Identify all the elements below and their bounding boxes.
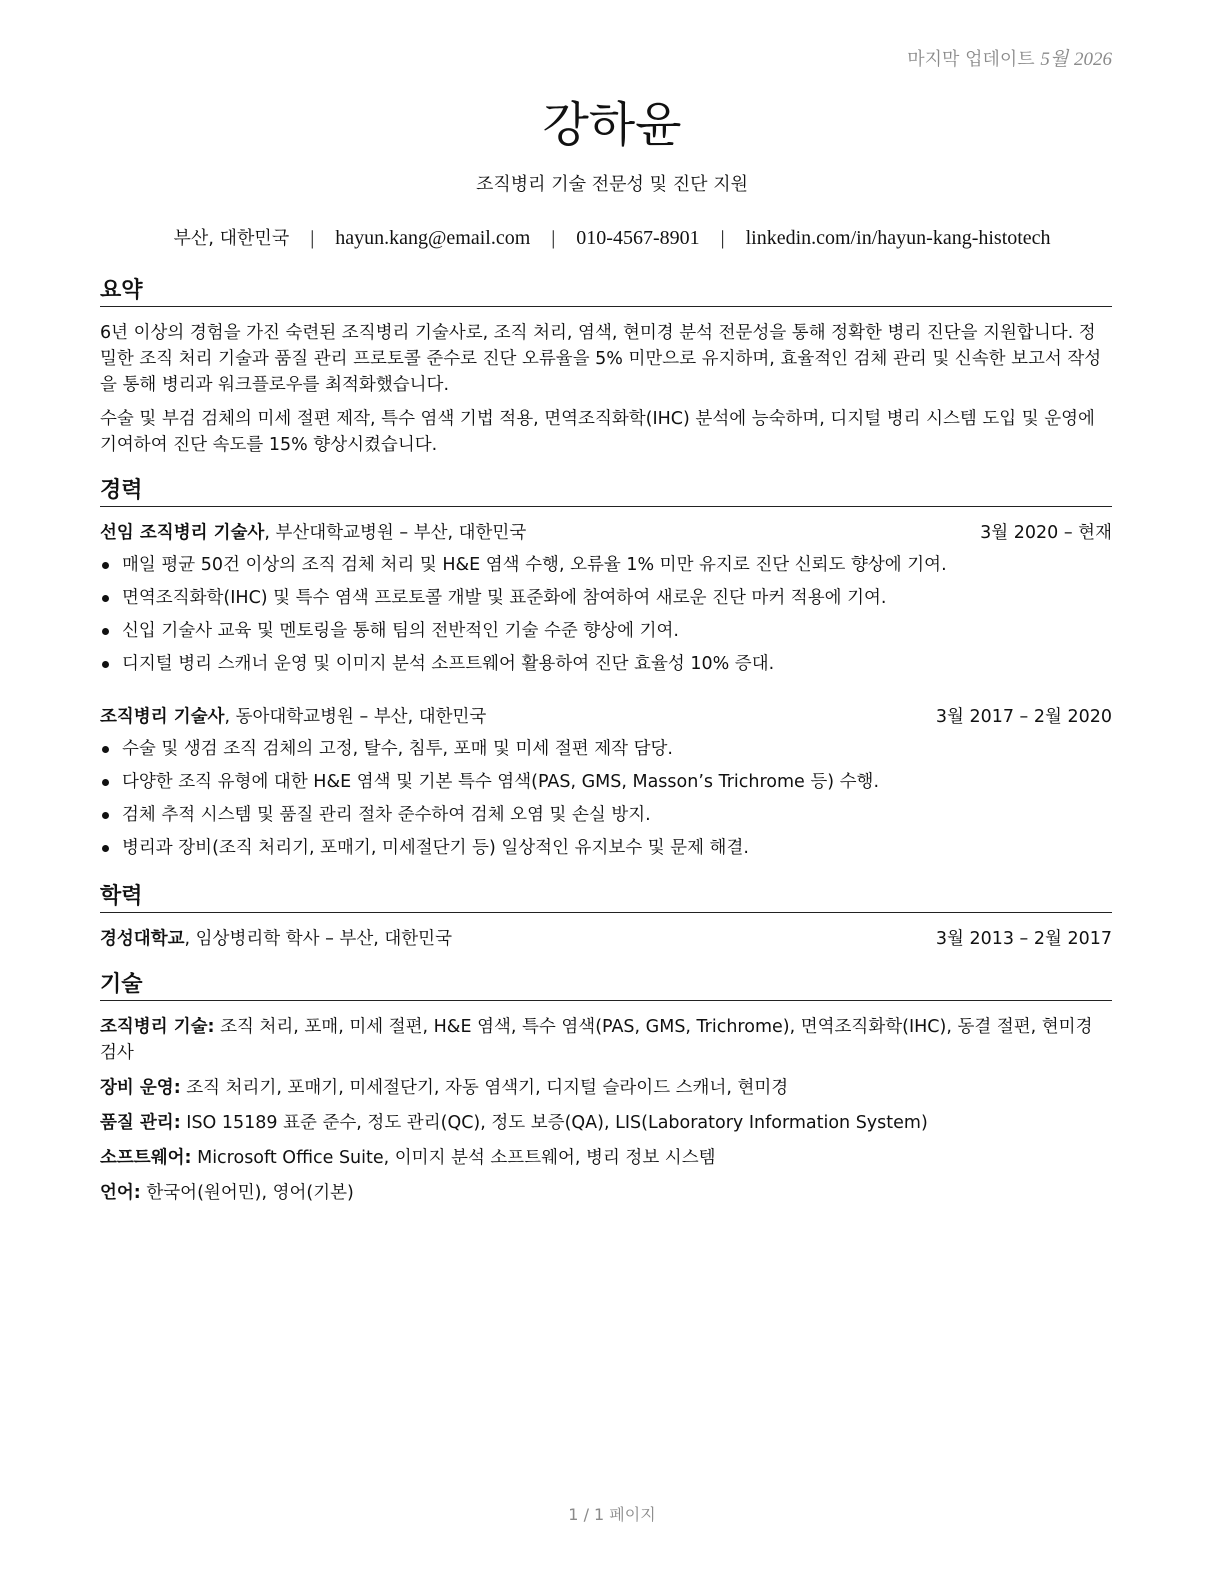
job-header — [100, 520, 1112, 550]
bullet-dot-icon — [102, 562, 109, 569]
skill-row — [100, 1145, 1112, 1171]
section-title-education: 학력 — [100, 884, 1112, 913]
section-title-experience: 경력 — [100, 478, 1112, 507]
summary-paragraph: 6년 이상의 경험을 가진 숙련된 조직병리 기술사로, 조직 처리, 염색, 현미경 분석 전문성을 통해 정확한 병리 진단을 지원합니다. 정밀한 조직 처리 기술과 품질 관리 프로토콜 준수로 진단 오류율을 5% 미만으로 유지하며, 효율적인 검체 관리 및 신속한 보고서 작성을 통해 병리과 워크플로우를 최적화했습니다. — [100, 323, 1102, 395]
bullet-text: 병리과 장비(조직 처리기, 포매기, 미세절단기 등) 일상적인 유지보수 및 문제 해결. — [122, 838, 749, 858]
skill-label: 장비 운영: — [100, 1078, 181, 1098]
job-dates: 3월 2017 – 2월 2020 — [935, 707, 1112, 727]
skill-value: 조직 처리, 포매, 미세 절편, H&E 염색, 특수 염색(PAS, GMS, Trichrome), 면역조직화학(IHC), 동결 절편, 현미경 검사 — [100, 1017, 1093, 1063]
bullet-item — [100, 800, 1112, 833]
bullet-item — [100, 734, 1112, 767]
last-updated-year: 2026 — [1074, 49, 1112, 70]
contact-linkedin-link[interactable]: linkedin.com/in/hayun-kang-histotech — [745, 227, 1051, 249]
bullet-text: 다양한 조직 유형에 대한 H&E 염색 및 기본 특수 염색(PAS, GMS, Masson’s Trichrome 등) 수행. — [122, 772, 880, 792]
education-header — [100, 926, 1112, 956]
job-entry — [100, 704, 1112, 866]
bullet-dot-icon — [102, 845, 109, 852]
skill-label: 조직병리 기술: — [100, 1017, 215, 1037]
job-header — [100, 704, 1112, 734]
bullet-text: 디지털 병리 스캐너 운영 및 이미지 분석 소프트웨어 활용하여 진단 효율성 10% 증대. — [122, 654, 775, 674]
job-dates: 3월 2020 – 현재 — [980, 523, 1112, 543]
bullet-dot-icon — [102, 661, 109, 668]
education-entry — [100, 926, 1112, 956]
bullet-text: 신입 기술사 교육 및 멘토링을 통해 팀의 전반적인 기술 수준 향상에 기여. — [122, 621, 679, 641]
contact-separator: | — [551, 227, 556, 249]
resume-tagline: 조직병리 기술 전문성 및 진단 지원 — [475, 174, 749, 195]
skill-label: 소프트웨어: — [100, 1148, 192, 1168]
job-role: 조직병리 기술사 — [100, 707, 225, 727]
bullet-item — [100, 616, 1112, 649]
skill-value: Microsoft Office Suite, 이미지 분석 소프트웨어, 병리 정보 시스템 — [191, 1148, 716, 1168]
bullet-dot-icon — [102, 595, 109, 602]
job-org: , 동아대학교병원 – 부산, 대한민국 — [224, 707, 487, 727]
education-school: 경성대학교 — [100, 929, 185, 949]
education-dates: 3월 2013 – 2월 2017 — [935, 929, 1112, 949]
contact-separator: | — [310, 227, 315, 249]
contact-email-link[interactable]: hayun.kang@email.com — [335, 227, 531, 249]
section-title-summary: 요약 — [100, 278, 1112, 307]
bullet-text: 검체 추적 시스템 및 품질 관리 절차 준수하여 검체 오염 및 손실 방지. — [122, 805, 651, 825]
summary-paragraph: 수술 및 부검 검체의 미세 절편 제작, 특수 염색 기법 적용, 면역조직화학(IHC) 분석에 능숙하며, 디지털 병리 시스템 도입 및 운영에 기여하여 진단 속도를 15% 향상시켰습니다. — [100, 409, 1095, 455]
contact-separator: | — [720, 227, 725, 249]
skill-value: 한국어(원어민), 영어(기본) — [140, 1183, 354, 1203]
skill-row — [100, 1110, 1112, 1136]
job-bullets — [100, 734, 1112, 866]
skill-row — [100, 1180, 1112, 1206]
skill-row — [100, 1014, 1112, 1066]
bullet-dot-icon — [102, 779, 109, 786]
job-bullets — [100, 550, 1112, 682]
page-indicator: 1 / 1 페이지 — [568, 1505, 656, 1524]
contact-line — [0, 224, 1224, 250]
bullet-dot-icon — [102, 628, 109, 635]
bullet-dot-icon — [102, 812, 109, 819]
contact-location: 부산, 대한민국 — [173, 228, 290, 249]
job-org: , 부산대학교병원 – 부산, 대한민국 — [264, 523, 527, 543]
bullet-text: 수술 및 생검 조직 검체의 고정, 탈수, 침투, 포매 및 미세 절편 제작 담당. — [122, 739, 673, 759]
skill-label: 품질 관리: — [100, 1113, 181, 1133]
job-role: 선임 조직병리 기술사 — [100, 523, 265, 543]
bullet-item — [100, 550, 1112, 583]
summary-section — [100, 320, 1112, 466]
skill-value: ISO 15189 표준 준수, 정도 관리(QC), 정도 보증(QA), LIS(Laboratory Information System) — [180, 1113, 928, 1133]
skill-value: 조직 처리기, 포매기, 미세절단기, 자동 염색기, 디지털 슬라이드 스캐너, 현미경 — [180, 1078, 789, 1098]
bullet-item — [100, 583, 1112, 616]
resume-name: 강하윤 — [542, 97, 682, 153]
bullet-item — [100, 833, 1112, 866]
education-detail: , 임상병리학 학사 – 부산, 대한민국 — [184, 929, 452, 949]
skill-row — [100, 1075, 1112, 1101]
skills-section — [100, 1014, 1112, 1215]
bullet-item — [100, 649, 1112, 682]
bullet-text: 매일 평균 50건 이상의 조직 검체 처리 및 H&E 염색 수행, 오류율 1% 미만 유지로 진단 신뢰도 향상에 기여. — [122, 555, 947, 575]
bullet-dot-icon — [102, 746, 109, 753]
last-updated — [907, 44, 1112, 71]
last-updated-month: 5월 — [1040, 49, 1069, 70]
bullet-text: 면역조직화학(IHC) 및 특수 염색 프로토콜 개발 및 표준화에 참여하여 새로운 진단 마커 적용에 기여. — [122, 588, 887, 608]
skill-label: 언어: — [100, 1183, 141, 1203]
bullet-item — [100, 767, 1112, 800]
job-entry — [100, 520, 1112, 682]
last-updated-label: 마지막 업데이트 — [907, 49, 1035, 70]
section-title-skills: 기술 — [100, 972, 1112, 1001]
contact-phone: 010-4567-8901 — [576, 227, 700, 249]
